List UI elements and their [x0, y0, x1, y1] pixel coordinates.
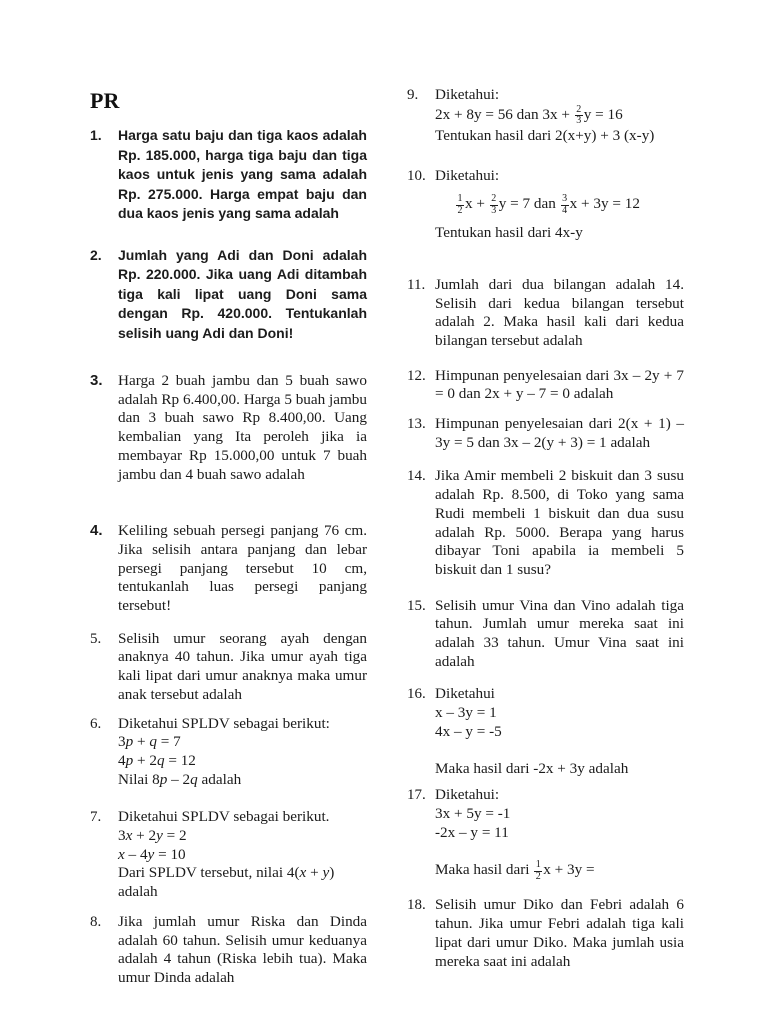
problem-item-11: [407, 276, 684, 351]
problem-text: Himpunan penyelesaian dari 2(x + 1) – 3y = 5 dan 3x – 2(y + 3) = 1 adalah: [435, 415, 684, 451]
problem-question: Tentukan hasil dari 4x-y: [435, 224, 583, 242]
problem-text: Selisih umur Vina dan Vino adalah tiga tahun. Jumlah umur mereka saat ini adalah 33 tahun. Umur Vina saat ini adalah: [435, 596, 684, 670]
equation-line: 2x + 8y = 56 dan 3x + $\frac{2}{3}$ y = 16: [435, 103, 623, 127]
fraction: $\frac{1}{2}$: [535, 859, 541, 882]
problem-intro: Diketahui SPLDV sebagai berikut:: [118, 714, 330, 732]
problem-text: Harga satu baju dan tiga kaos adalah Rp. 185.000, harga tiga baju dan tiga kaos untuk jenis yang sama adalah Rp. 275.000. Harga empat baju dan dua kaos jenis yang sama adalah: [118, 127, 367, 221]
problem-number: 6.: [90, 715, 102, 732]
problem-number: 18.: [407, 897, 426, 914]
fraction: $\frac{2}{3}$: [576, 103, 582, 127]
problem-item-5: [90, 630, 367, 705]
problem-item-12: [407, 367, 684, 404]
problem-number: 10.: [407, 168, 426, 185]
equation-line: x – 3y = 1: [435, 704, 497, 722]
problem-text: Jika Amir membeli 2 biskuit dan 3 susu adalah Rp. 8.500, di Toko yang sama Rudi membeli 1 biskuit dan dua susu adalah Rp. 5000. Berapa yang harus dibayar Toni apabila ia membeli 5 biskuit dan 1 susu?: [435, 467, 684, 578]
problem-item-3: [90, 372, 367, 484]
problem-intro: Diketahui:: [435, 167, 500, 185]
equation-line: x – 4y = 10: [118, 845, 186, 863]
problem-number: 14.: [407, 468, 426, 485]
problem-number: 8.: [90, 913, 102, 930]
problem-question: Tentukan hasil dari 2(x+y) + 3 (x-y): [435, 126, 655, 144]
problem-intro: Diketahui SPLDV sebagai berikut.: [118, 808, 330, 826]
problem-item-18: [407, 896, 684, 971]
problem-question: Maka hasil dari $\frac{1}{2}$ x + 3y =: [435, 859, 595, 882]
problem-text: Selisih umur seorang ayah dengan anaknya 40 tahun. Jika umur ayah tiga kali lipat dari umur anaknya maka umur anak tersebut adalah: [118, 629, 367, 703]
right-column: [407, 86, 684, 971]
equation-line: 3p + q = 7: [118, 733, 181, 751]
problem-number: 16.: [407, 686, 426, 703]
problem-item-10: [407, 167, 684, 242]
problem-number: 11.: [407, 276, 426, 293]
problem-intro: Diketahui: [435, 685, 495, 703]
problem-text: Jumlah dari dua bilangan adalah 14. Selisih dari kedua bilangan tersebut adalah 2. Maka hasil kali dari kedua bilangan tersebut adalah: [435, 275, 684, 349]
problem-number: 7.: [90, 809, 102, 826]
problem-text: Himpunan penyelesaian dari 3x – 2y + 7 = 0 dan 2x + y – 7 = 0 adalah: [435, 366, 684, 403]
problem-question: Maka hasil dari -2x + 3y adalah: [435, 759, 629, 777]
problem-number: 3.: [90, 372, 103, 389]
left-column: [90, 88, 367, 988]
equation-line: 4p + 2q = 12: [118, 751, 196, 769]
equation-line: $\frac{1}{2}$ x + $\frac{2}{3}$ y = 7 dan $\frac{3}{4}$ x + 3y = 12: [457, 193, 640, 216]
problem-text: Selisih umur Diko dan Febri adalah 6 tahun. Jika umur Febri adalah tiga kali lipat dari umur Diko. Maka jumlah usia mereka saat ini adalah: [435, 896, 684, 970]
problem-item-4: [90, 522, 367, 616]
problem-number: 12.: [407, 367, 426, 384]
problem-text: Jika jumlah umur Riska dan Dinda adalah 60 tahun. Selisih umur keduanya adalah 4 tahun (Riska lebih tua). Maka umur Dinda adalah: [118, 912, 367, 986]
page-title: PR: [90, 88, 120, 113]
problem-item-8: [90, 913, 367, 988]
problem-number: 5.: [90, 630, 102, 647]
problem-item-16: [407, 685, 684, 778]
fraction: $\frac{1}{2}$: [457, 193, 463, 216]
fraction: $\frac{2}{3}$: [491, 193, 497, 216]
problem-item-7: [90, 808, 367, 902]
problem-item-2: [90, 246, 367, 344]
problem-number: 13.: [407, 416, 426, 433]
equation-line: 4x – y = -5: [435, 722, 502, 740]
problem-question: Nilai 8p – 2q adalah: [118, 770, 242, 788]
problem-item-1: [90, 126, 367, 224]
fraction: $\frac{3}{4}$: [562, 193, 568, 216]
problem-text: Harga 2 buah jambu dan 5 buah sawo adalah Rp 6.400,00. Harga 5 buah jambu dan 3 buah sawo Rp 8.400,00. Uang kembalian yang Ita peroleh jika ia membayar Rp 15.000,00 untuk 7 buah jambu dan 4 buah sawo adalah: [118, 372, 367, 483]
problem-number: 15.: [407, 597, 426, 614]
problem-item-6: [90, 715, 367, 790]
problem-number: 1.: [90, 127, 102, 143]
equation-line: 3x + 2y = 2: [118, 827, 187, 845]
problem-number: 17.: [407, 787, 426, 804]
problem-text: Jumlah yang Adi dan Doni adalah Rp. 220.000. Jika uang Adi ditambah tiga kali lipat uang Doni sama dengan Rp. 420.000. Tentukanlah selisih uang Adi dan Doni!: [118, 246, 367, 341]
problem-item-17: [407, 786, 684, 882]
equation-line: -2x – y = 11: [435, 823, 509, 841]
problem-number: 2.: [90, 246, 102, 263]
problem-item-13: [407, 415, 684, 452]
problem-item-9: [407, 86, 684, 145]
problem-number: 4.: [90, 522, 103, 540]
problem-intro: Diketahui:: [435, 786, 500, 804]
problem-number: 9.: [407, 87, 419, 103]
problem-text: Keliling sebuah persegi panjang 76 cm. Jika selisih antara panjang dan lebar persegi panjang tersebut 10 cm, tentukanlah luas persegi panjang tersebut!: [118, 522, 367, 615]
problem-item-14: [407, 467, 684, 579]
problem-intro: Diketahui:: [435, 86, 500, 103]
equation-line: 3x + 5y = -1: [435, 804, 511, 822]
problem-question: Dari SPLDV tersebut, nilai 4(x + y) adalah: [118, 864, 335, 901]
problem-item-15: [407, 597, 684, 672]
